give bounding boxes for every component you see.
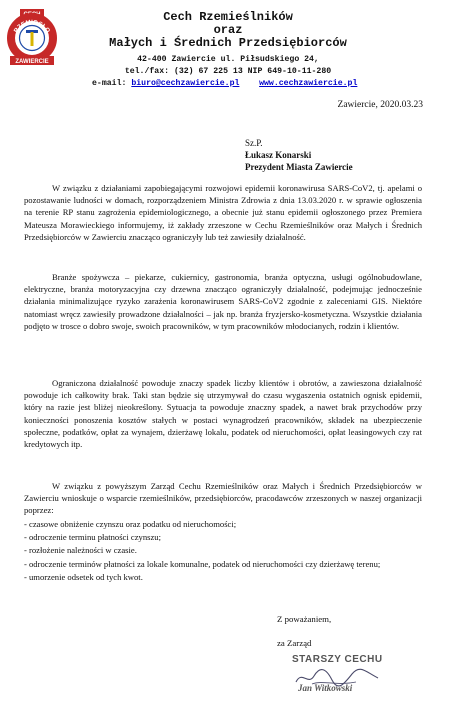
website-link[interactable]: www.cechzawiercie.pl <box>259 79 358 88</box>
list-item: - umorzenie odsetek od tych kwot. <box>24 571 143 582</box>
recipient-salutation: Sz.P. <box>245 138 263 148</box>
org-contact-line <box>92 79 357 88</box>
body-paragraph-3 <box>24 377 422 450</box>
recipient-name: Łukasz Konarski <box>245 150 312 160</box>
logo-hammer-handle <box>31 32 34 46</box>
paragraph-text: Ograniczona działalność powoduje znaczy spadek liczby klientów i obrotów, a zawieszona działalność powoduje ich całkowity brak. Taki stan będzie się utrzymywał do czasu wygaszenia ostatnich ognisk epidemii, który na razie jest bliżej nieokreślony. Sytuacja ta powoduje znaczny spadek, a nawet brak przychodów przy konieczności ponoszenia kosztów stałych w postaci wynagrodzeń pracowników, składek na ubezpieczenie społeczne, podatków, opłat za wynajem, dzierżawę lokalu, podatek od nieruchomości, opłat leasingowych czy rat kredytowych itp. <box>24 378 422 450</box>
org-address: 42-400 Zawiercie ul. Piłsudskiego 24, <box>137 55 319 64</box>
closing-on-behalf: za Zarząd <box>277 638 312 648</box>
logo-bottom-text: ZAWIERCIE <box>15 59 49 65</box>
email-label: e-mail: <box>92 79 127 88</box>
closing-block <box>277 607 331 655</box>
email-link[interactable]: biuro@cechzawiercie.pl <box>131 79 240 88</box>
guild-seal-logo-icon <box>4 8 60 68</box>
request-list <box>24 518 422 584</box>
paragraph-text: W związku z powyższym Zarząd Cechu Rzemieślników oraz Małych i Średnich Przedsiębiorców w Zawierciu wnioskuje o wsparcie rzemieślników, przedsiębiorców, pracodawców zrzeszonych w naszej organizacji poprzez: <box>24 481 422 516</box>
paragraph-text: W związku z działaniami zapobiegającymi rozwojowi epidemii koronawirusa SARS-CoV2, tj. apelami o pozostawanie ludności w domach, rozporządzeniem Ministra Zdrowia z dnia 13.03.2020 r. w sprawie ogłoszenia na terenie RP stanu zagrożenia epidemiologicznego, a obecnie już stanu epidemii ogłoszonego przez Premiera Mateusza Morawieckiego informujemy, iż zakłady zrzeszone w Cechu Rzemieślników oraz Małych i Średnich Przedsiębiorców w Zawierciu znacząco ograniczyły lub też zawiesiły działalność. <box>24 183 422 242</box>
letter-date: Zawiercie, 2020.03.23 <box>337 100 423 110</box>
org-subtitle: Małych i Średnich Przedsiębiorców <box>109 36 347 50</box>
body-paragraph-2 <box>24 271 422 332</box>
list-item: - czasowe obniżenie czynszu oraz podatku od nieruchomości; <box>24 519 237 529</box>
recipient-title: Prezydent Miasta Zawiercie <box>245 162 353 172</box>
logo-ring-text: RZEMIOSŁO <box>12 18 52 35</box>
org-name: Cech Rzemieślników <box>163 10 293 24</box>
body-paragraph-4 <box>24 480 422 517</box>
letterhead <box>0 0 449 115</box>
org-oraz: oraz <box>213 23 243 37</box>
list-item: - odroczenie terminów płatności za lokale komunalne, podatek od nieruchomości czy dzierżawę terenu; <box>24 558 381 569</box>
list-item: - rozłożenie należności w czasie. <box>24 545 137 556</box>
list-item: - odroczenie terminu płatności czynszu; <box>24 532 161 543</box>
closing-regards: Z poważaniem, <box>277 614 332 624</box>
stamp-title: STARSZY CECHU <box>292 654 383 665</box>
paragraph-text: Branże spożywcza – piekarze, cukiernicy, gastronomia, branża optyczna, usługi ogólnobudowlane, elektryczne, branża motoryzacyjna czy drzewna znacząco ograniczyły działalność, podejmując jednocześnie działania minimalizujące ryzyko zarażenia koronawirusem SARS-CoV2 zgodnie z zaleceniami GIS. Niektóre natomiast wręcz zawiesiły prowadzone działalności – jak np. branża fryzjersko-kosmetyczna. Wszystkie działania podjęto w trosce o dobro swoje, swoich pracowników, w tym pracowników młodocianych, rodzin i klientów. <box>24 272 422 331</box>
body-paragraph-1 <box>24 182 422 243</box>
stamp-name: Jan Witkowski <box>298 683 353 693</box>
org-phone-line: tel./fax: (32) 67 225 13 NIP 649-10-11-280 <box>124 67 332 76</box>
signature-stamp <box>282 654 392 700</box>
recipient-block <box>245 137 353 173</box>
